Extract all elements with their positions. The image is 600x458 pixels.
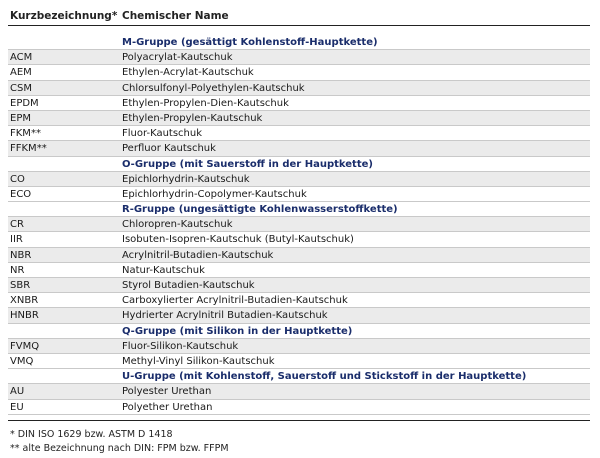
- table-body: [8, 35, 590, 415]
- row-name: Styrol Butadien-Kautschuk: [122, 280, 255, 291]
- row-name: Ethylen-Propylen-Kautschuk: [122, 112, 263, 124]
- row-name: Epichlorhydrin-Copolymer-Kautschuk: [122, 188, 307, 200]
- table-row: [8, 141, 590, 156]
- row-name: Methyl-Vinyl Silikon-Kautschuk: [122, 355, 275, 367]
- row-code: [8, 369, 122, 383]
- row-name: Chlorsulfonyl-Polyethylen-Kautschuk: [122, 82, 305, 94]
- row-code: FFKM**: [10, 143, 47, 155]
- group-title: Q-Gruppe (mit Silikon in der Hauptkette): [122, 325, 353, 337]
- table-row: [8, 400, 590, 415]
- row-code: XNBR: [10, 295, 39, 307]
- row-name: Polyether Urethan: [122, 401, 213, 413]
- group-header-row: [8, 157, 590, 172]
- row-name: Perfluor Kautschuk: [122, 143, 216, 155]
- table-row: [8, 111, 590, 126]
- row-code: [8, 324, 122, 338]
- row-name: Isobuten-Isopren-Kautschuk (Butyl-Kautschuk): [122, 234, 354, 246]
- table-row: [8, 384, 590, 399]
- row-code: [8, 202, 122, 216]
- row-code: CR: [10, 219, 24, 231]
- row-name: Carboxylierter Acrylnitril-Butadien-Kautschuk: [122, 295, 348, 307]
- footnote-2: ** alte Bezeichnung nach DIN: FPM bzw. FFPM: [10, 443, 229, 455]
- footnote-1: * DIN ISO 1629 bzw. ASTM D 1418: [10, 428, 173, 440]
- row-code: [8, 157, 122, 171]
- row-code: EPDM: [10, 97, 39, 109]
- table-row: [8, 96, 590, 111]
- table-row: [8, 293, 590, 308]
- row-code: HNBR: [10, 310, 39, 322]
- table-header: [8, 0, 590, 26]
- table-row: [8, 50, 590, 65]
- footnotes: [8, 428, 590, 457]
- group-header-row: [8, 369, 590, 384]
- table-row: [8, 126, 590, 141]
- row-name: Acrylnitril-Butadien-Kautschuk: [122, 249, 274, 261]
- row-code: ECO: [10, 188, 32, 200]
- group-title: R-Gruppe (ungesättigte Kohlenwasserstoffkette): [122, 204, 398, 216]
- row-name: Polyacrylat-Kautschuk: [122, 52, 233, 64]
- group-title: M-Gruppe (gesättigt Kohlenstoff-Hauptkette): [122, 37, 378, 48]
- table-row: [8, 217, 590, 232]
- row-code: EU: [10, 401, 24, 413]
- row-name: Ethylen-Acrylat-Kautschuk: [122, 67, 254, 79]
- row-name: Polyester Urethan: [122, 386, 212, 398]
- table-row: [8, 65, 590, 80]
- row-code: CSM: [10, 82, 32, 94]
- row-code: FVMQ: [10, 340, 40, 352]
- table-row: [8, 354, 590, 369]
- table-row: [8, 81, 590, 96]
- row-code: AU: [10, 386, 25, 398]
- table-row: [8, 248, 590, 263]
- row-code: FKM**: [10, 128, 41, 140]
- row-code: [8, 35, 122, 49]
- row-code: IIR: [10, 234, 23, 246]
- table-row: [8, 278, 590, 293]
- group-title: O-Gruppe (mit Sauerstoff in der Hauptkette): [122, 158, 373, 170]
- table-row: [8, 232, 590, 247]
- row-name: Epichlorhydrin-Kautschuk: [122, 173, 250, 185]
- row-name: Chloropren-Kautschuk: [122, 219, 233, 231]
- row-code: NR: [10, 264, 25, 276]
- row-code: AEM: [10, 67, 32, 79]
- rubber-codes-document: [8, 0, 590, 457]
- row-code: VMQ: [10, 355, 34, 367]
- header-code: Kurzbezeichnung*: [10, 10, 118, 22]
- header-spacer: [8, 26, 590, 35]
- row-code: ACM: [10, 52, 33, 64]
- footer-rule: [8, 420, 590, 421]
- row-code: EPM: [10, 112, 31, 124]
- row-name: Fluor-Kautschuk: [122, 128, 203, 140]
- row-name: Ethylen-Propylen-Dien-Kautschuk: [122, 97, 289, 109]
- group-title: U-Gruppe (mit Kohlenstoff, Sauerstoff und Stickstoff in der Hauptkette): [122, 371, 527, 383]
- group-header-row: [8, 202, 590, 217]
- table-row: [8, 263, 590, 278]
- group-header-row: [8, 324, 590, 339]
- row-code: SBR: [10, 280, 31, 291]
- header-name: Chemischer Name: [122, 10, 229, 22]
- row-name: Fluor-Silikon-Kautschuk: [122, 340, 239, 352]
- table-row: [8, 339, 590, 354]
- row-code: NBR: [10, 249, 32, 261]
- group-header-row: [8, 35, 590, 50]
- table-row: [8, 172, 590, 187]
- row-name: Hydrierter Acrylnitril Butadien-Kautschuk: [122, 310, 328, 322]
- table-row: [8, 187, 590, 202]
- table-row: [8, 308, 590, 323]
- row-name: Natur-Kautschuk: [122, 264, 205, 276]
- row-code: CO: [10, 173, 25, 185]
